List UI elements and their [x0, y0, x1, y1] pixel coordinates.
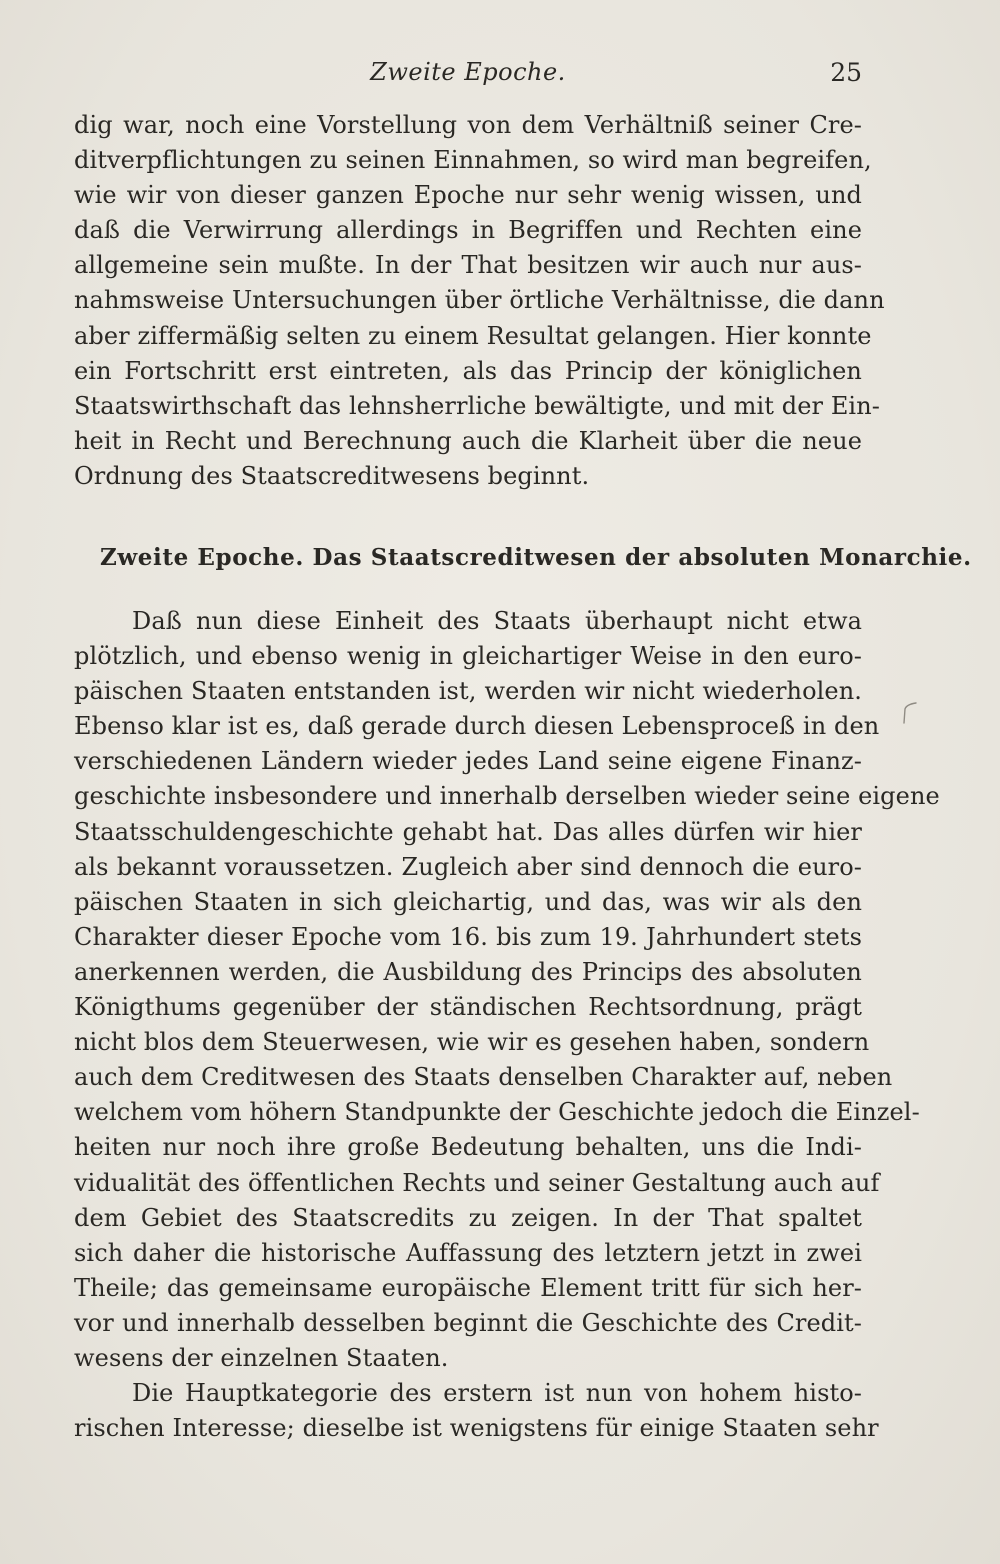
text-line: Ordnung des Staatscreditwesens beginnt.: [74, 461, 590, 490]
text-line: vor und innerhalb desselben beginnt die Geschichte des Credit-: [74, 1308, 862, 1337]
text-line: Daß nun diese Einheit des Staats überhaupt nicht etwa: [132, 607, 862, 635]
running-head: [74, 58, 862, 94]
text-line: päischen Staaten entstanden ist, werden wir nicht wiederholen.: [74, 677, 862, 706]
text-line: welchem vom höhern Standpunkte der Geschichte jedoch die Einzel-: [74, 1098, 920, 1127]
text-line: nicht blos dem Steuerwesen, wie wir es gesehen haben, sondern: [74, 1028, 870, 1057]
text-line: wesens der einzelnen Staaten.: [74, 1343, 449, 1372]
text-line: Königthums gegenüber der ständischen Rechtsordnung, prägt: [74, 993, 862, 1022]
text-line: Charakter dieser Epoche vom 16. bis zum 19. Jahrhundert stets: [74, 922, 862, 951]
text-line: ditverpflichtungen zu seinen Einnahmen, so wird man begreifen,: [74, 146, 872, 175]
text-line: auch dem Creditwesen des Staats denselben Charakter auf, neben: [74, 1063, 893, 1092]
text-line: verschiedenen Ländern wieder jedes Land seine eigene Finanz-: [74, 747, 862, 776]
running-title: Zweite Epoche.: [370, 58, 566, 86]
text-line: sich daher die historische Auffassung des letztern jetzt in zwei: [74, 1238, 862, 1267]
text-line: Theile; das gemeinsame europäische Element tritt für sich her-: [74, 1273, 862, 1302]
text-line: dig war, noch eine Vorstellung von dem Verhältniß seiner Cre-: [74, 111, 862, 139]
section-heading: Zweite Epoche. Das Staatscreditwesen der absoluten Monarchie.: [100, 544, 972, 571]
text-line: ein Fortschritt erst eintreten, als das Princip der königlichen: [74, 356, 862, 385]
text-line: dem Gebiet des Staatscredits zu zeigen. In der That spaltet: [74, 1203, 862, 1232]
text-line: plötzlich, und ebenso wenig in gleichartiger Weise in den euro-: [74, 642, 862, 671]
text-line: als bekannt voraussetzen. Zugleich aber sind dennoch die euro-: [74, 852, 862, 881]
text-line: heiten nur noch ihre große Bedeutung behalten, uns die Indi-: [74, 1133, 862, 1162]
text-line: Die Hauptkategorie des erstern ist nun von hohem histo-: [132, 1379, 862, 1408]
paragraph-body: [74, 604, 940, 1446]
text-line: wie wir von dieser ganzen Epoche nur sehr wenig wissen, und: [74, 181, 862, 210]
text-line: rischen Interesse; dieselbe ist wenigstens für einige Staaten sehr: [74, 1414, 879, 1443]
paragraph-continued: [74, 108, 885, 494]
text-line: Staatsschuldengeschichte gehabt hat. Das alles dürfen wir hier: [74, 817, 862, 846]
text-line: daß die Verwirrung allerdings in Begriffen und Rechten eine: [74, 216, 862, 245]
page-number: 25: [830, 58, 862, 87]
text-line: geschichte insbesondere und innerhalb derselben wieder seine eigene: [74, 782, 940, 811]
text-line: heit in Recht und Berechnung auch die Klarheit über die neue: [74, 426, 862, 455]
pencil-mark-icon: [900, 700, 922, 726]
text-line: anerkennen werden, die Ausbildung des Princips des absoluten: [74, 957, 862, 986]
text-line: Staatswirthschaft das lehnsherrliche bewältigte, und mit der Ein-: [74, 391, 880, 420]
text-line: nahmsweise Untersuchungen über örtliche Verhältnisse, die dann: [74, 286, 885, 315]
text-line: allgemeine sein mußte. In der That besitzen wir auch nur aus-: [74, 251, 862, 280]
text-line: vidualität des öffentlichen Rechts und seiner Gestaltung auch auf: [74, 1168, 880, 1197]
text-line: Ebenso klar ist es, daß gerade durch diesen Lebensproceß in den: [74, 712, 880, 741]
text-line: päischen Staaten in sich gleichartig, und das, was wir als den: [74, 887, 862, 916]
text-line: aber ziffermäßig selten zu einem Resultat gelangen. Hier konnte: [74, 321, 872, 350]
